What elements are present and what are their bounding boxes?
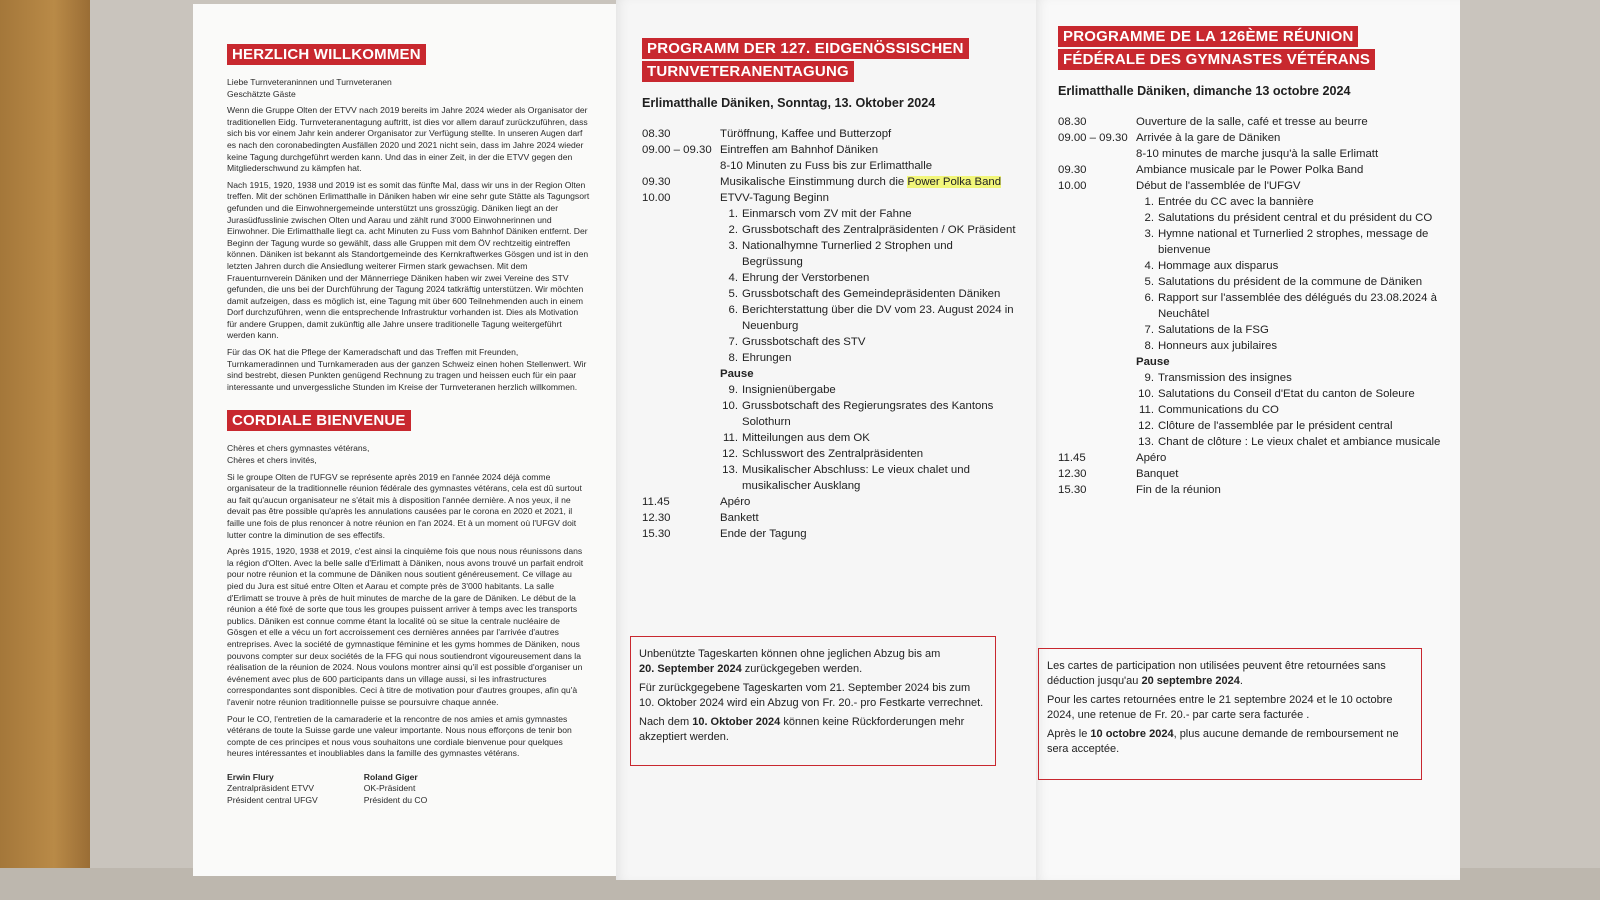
program-heading-line-2: TURNVETERANENTAGUNG <box>642 61 854 82</box>
schedule-row <box>1058 482 1448 498</box>
notice-date: 10 octobre 2024 <box>1090 728 1174 740</box>
agenda-item-number: 2. <box>728 224 738 236</box>
agenda-item <box>642 206 1016 222</box>
agenda-item-number: 10. <box>722 400 738 412</box>
agenda-item <box>642 446 1016 462</box>
welcome-paragraph-de: Nach 1915, 1920, 1938 und 2019 ist es somit das fünfte Mal, dass wir uns in der Region Olten treffen. Mit der schönen Erlimatthalle in Däniken haben wir eine sehr gute Stätte als Tagungsort gefunden und die Einwohnergemeinde unterstützt uns grosszügig. Däniken liegt an der Jurasüdfusslinie zwischen Olten und Aarau und zählt rund 3'000 Einwohnerinnen und Einwohner. Die Erlimatthalle liegt ca. acht Minuten zu Fuss vom Bahnhof Däniken entfernt. Der Beginn der Tagung wurde so gewählt, dass alle Gruppen mit dem ÖV rechtzeitig eintreffen können. Däniken ist bekannt als Standortgemeinde des Kernkraftwerkes Gösgen und ist in den letzten Jahren durch die Ansiedlung weiterer Firmen stark gewachsen. Mit dem Frauenturnverein Däniken und der Männerriege Däniken haben wir zwei Vereine des STV gefunden, die uns bei der Durchführung der Tagung 2024 tatkräftig unterstützen. Wir möchten damit aufzeigen, dass es möglich ist, eine Tagung mit über 600 Teilnehmenden auch in einem Dorf durchzuführen, wenn die entsprechende Infrastruktur vorhanden ist. Dies als Motivation für andere Gruppen, damit zukünftig alle Jahre unsere traditionelle Tagung weitergeführt werden kann. <box>227 179 590 341</box>
agenda-item <box>1058 226 1448 258</box>
schedule-time: 11.45 <box>1058 452 1086 464</box>
refund-notice-de <box>630 636 996 766</box>
agenda-item-number: 4. <box>728 272 738 284</box>
agenda-item-number: 1. <box>1144 196 1154 208</box>
signature-role-fr: Président du CO <box>363 795 428 806</box>
schedule-row <box>1058 130 1448 146</box>
pause-label: Pause <box>720 368 754 380</box>
schedule-note-text: 8-10 Minuten zu Fuss bis zur Erlimatthalle <box>720 160 933 172</box>
agenda-item <box>1058 370 1448 386</box>
program-panel-fr <box>1036 0 1460 880</box>
notice-text: Après le <box>1047 728 1091 740</box>
salutation-fr <box>227 443 590 466</box>
agenda-item <box>642 238 1016 270</box>
agenda-item-text: Salutations du président de la commune de Däniken <box>1158 276 1423 288</box>
schedule-row <box>642 126 1016 142</box>
notice-line-3 <box>1047 727 1413 757</box>
agenda-item-text: Schlusswort des Zentralpräsidenten <box>742 448 924 460</box>
schedule-row <box>642 142 1016 158</box>
agenda-item-number: 6. <box>1144 292 1154 304</box>
schedule-time: 09.30 <box>642 176 671 188</box>
salutation-fr-line-1: Chères et chers gymnastes vétérans, <box>227 443 370 454</box>
agenda-item-number: 10. <box>1138 388 1154 400</box>
agenda-item <box>642 382 1016 398</box>
agenda-item-number: 13. <box>722 464 738 476</box>
agenda-item <box>1058 290 1448 322</box>
schedule-row <box>1058 114 1448 130</box>
schedule-desc: Eintreffen am Bahnhof Däniken <box>720 144 879 156</box>
schedule-desc: Ende der Tagung <box>720 528 807 540</box>
schedule-desc: Banquet <box>1136 468 1179 480</box>
agenda-item-number: 12. <box>722 448 738 460</box>
agenda-item-text: Insignienübergabe <box>742 384 836 396</box>
schedule-row <box>642 510 1016 526</box>
agenda-item <box>642 398 1016 430</box>
agenda-item <box>1058 194 1448 210</box>
notice-line-2: Für zurückgegebene Tageskarten vom 21. September 2024 bis zum 10. Oktober 2024 wird ein Abzug von Fr. 20.- pro Festkarte verrechnet. <box>639 682 984 709</box>
agenda-item-number: 9. <box>728 384 738 396</box>
schedule-desc-text: Musikalische Einstimmung durch die <box>720 176 908 188</box>
agenda-item <box>642 302 1016 334</box>
agenda-item <box>1058 274 1448 290</box>
schedule-desc <box>720 174 1016 190</box>
agenda-item-text: Entrée du CC avec la bannière <box>1158 196 1314 208</box>
agenda-item-number: 5. <box>1144 276 1154 288</box>
schedule-time: 12.30 <box>642 512 671 524</box>
notice-text: Les cartes de participation non utilisées peuvent être retournées sans déduction jusqu'au <box>1047 660 1386 687</box>
agenda-item-text: Salutations de la FSG <box>1158 324 1269 336</box>
welcome-heading-fr: CORDIALE BIENVENUE <box>227 410 411 431</box>
agenda-item-text: Clôture de l'assemblée par le président central <box>1158 420 1393 432</box>
agenda-item <box>642 350 1016 366</box>
agenda-item-number: 11. <box>1139 404 1154 416</box>
agenda-item-number: 8. <box>1144 340 1154 352</box>
schedule-desc: Bankett <box>720 512 759 524</box>
welcome-paragraph-de: Für das OK hat die Pflege der Kameradschaft und das Treffen mit Freunden, Turnkameradinnen und Turnkameraden aus der ganzen Schweiz einen hohen Stellenwert. Wir sind bestrebt, diesen Punkten genügend Rechnung zu tragen und heissen euch für ein paar interessante und unvergessliche Stunden im Kreise der Turnveteranen herzlich willkommen. <box>227 347 587 392</box>
program-heading-de <box>642 38 1016 82</box>
signature-role-de: OK-Präsident <box>363 783 416 794</box>
signature-giger <box>364 772 428 807</box>
program-heading-line-1: PROGRAMM DER 127. EIDGENÖSSISCHEN <box>642 38 969 59</box>
agenda-item-number: 7. <box>728 336 738 348</box>
refund-notice-fr <box>1038 648 1422 780</box>
agenda-item <box>1058 402 1448 418</box>
salutation-de <box>227 77 590 100</box>
schedule-row <box>1058 162 1448 178</box>
notice-text: , plus aucune demande de remboursement ne sera acceptée. <box>1047 728 1399 755</box>
agenda-item-text: Grussbotschaft des STV <box>742 336 866 348</box>
agenda-item-number: 5. <box>728 288 738 300</box>
agenda-item-text: Transmission des insignes <box>1158 372 1292 384</box>
schedule-time: 10.00 <box>642 192 671 204</box>
notice-line-1 <box>1047 659 1413 689</box>
signatures <box>227 772 590 807</box>
agenda-item <box>642 462 1016 494</box>
schedule-row <box>642 174 1016 190</box>
program-panel-de <box>616 0 1036 880</box>
notice-date: 10. Oktober 2024 <box>692 716 781 728</box>
agenda-item-text: Mitteilungen aus dem OK <box>742 432 870 444</box>
agenda-item-text: Chant de clôture : Le vieux chalet et ambiance musicale <box>1158 436 1441 448</box>
schedule-row <box>1058 450 1448 466</box>
pause-label: Pause <box>1136 356 1170 368</box>
agenda-item-text: Salutations du Conseil d'Etat du canton de Soleure <box>1158 388 1415 400</box>
agenda-item-text: Hymne national et Turnerlied 2 strophes, message de bienvenue <box>1158 228 1429 256</box>
agenda-item <box>1058 386 1448 402</box>
agenda-item-text: Einmarsch vom ZV mit der Fahne <box>742 208 912 220</box>
schedule-desc: Türöffnung, Kaffee und Butterzopf <box>720 128 892 140</box>
agenda-item-number: 8. <box>728 352 738 364</box>
salutation-fr-line-2: Chères et chers invités, <box>227 455 317 466</box>
salutation-de-line-1: Liebe Turnveteraninnen und Turnveteranen <box>227 77 392 87</box>
notice-date: 20. September 2024 <box>639 663 742 675</box>
agenda-item-text: Nationalhymne Turnerlied 2 Strophen und Begrüssung <box>742 240 953 268</box>
program-heading-fr <box>1058 26 1448 70</box>
agenda-item <box>1058 322 1448 338</box>
schedule-time: 15.30 <box>1058 484 1087 496</box>
schedule-time: 09.00 – 09.30 <box>642 144 712 156</box>
agenda-item-text: Rapport sur l'assemblée des délégués du 23.08.2024 à Neuchâtel <box>1158 292 1437 320</box>
schedule-row <box>642 494 1016 510</box>
schedule-row <box>1058 178 1448 194</box>
table-surface <box>0 0 90 900</box>
agenda-item-text: Musikalischer Abschluss: Le vieux chalet und musikalischer Ausklang <box>742 464 970 492</box>
schedule-row <box>642 190 1016 206</box>
notice-text: . <box>1239 675 1243 687</box>
agenda-item-text: Grussbotschaft des Gemeindepräsidenten Däniken <box>742 288 1001 300</box>
agenda-item <box>1058 434 1448 450</box>
agenda-item-number: 11. <box>723 432 738 444</box>
agenda-item-text: Hommage aux disparus <box>1158 260 1279 272</box>
agenda-item <box>642 430 1016 446</box>
agenda-item <box>1058 258 1448 274</box>
agenda-item <box>642 286 1016 302</box>
notice-date: 20 septembre 2024 <box>1141 675 1240 687</box>
schedule-desc: Apéro <box>720 496 751 508</box>
notice-line-1 <box>639 647 987 677</box>
schedule-time: 08.30 <box>1058 116 1087 128</box>
welcome-paragraph-fr: Pour le CO, l'entretien de la camaraderie et la rencontre de nos amies et amis gymnastes vétérans de toute la Suisse garde une valeur importante. Nous nous efforçons de tenir bon compte de ces principes et nous vous souhaitons une cordiale bienvenue pour quelques heures intéressantes et inoubliables dans la famille des gymnastes vétérans. <box>227 713 572 759</box>
schedule-desc: ETVV-Tagung Beginn <box>720 192 829 204</box>
salutation-de-line-2: Geschätzte Gäste <box>227 88 296 99</box>
venue-date-de: Erlimatthalle Däniken, Sonntag, 13. Oktober 2024 <box>642 96 936 110</box>
schedule-row <box>642 526 1016 542</box>
schedule-desc: Fin de la réunion <box>1136 484 1221 496</box>
agenda-item-number: 9. <box>1144 372 1154 384</box>
signature-role-fr: Président central UFGV <box>227 795 318 806</box>
agenda-item <box>642 270 1016 286</box>
welcome-paragraph-fr: Si le groupe Olten de l'UFGV se représente après 2019 en l'année 2024 déjà comme organisateur de la traditionnelle réunion fédérale des gymnastes vétérans, cela est dû surtout au fait qu'aucun organisateur ne s'était mis à disposition l'année dernière. A nos yeux, il ne devait pas être possible qu'après les annulations causées par le corona en 2020 et 2021, il faille une fois de plus renoncer à notre réunion en l'an 2024. Et à un moment où l'UFGV doit lutter contre la diminution de ses effectifs. <box>227 471 582 540</box>
venue-date-fr: Erlimatthalle Däniken, dimanche 13 octobre 2024 <box>1058 84 1351 98</box>
agenda-item <box>1058 210 1448 226</box>
agenda-item <box>1058 418 1448 434</box>
schedule-time: 09.30 <box>1058 164 1087 176</box>
schedule-time: 09.00 – 09.30 <box>1058 132 1128 144</box>
agenda-item-text: Communications du CO <box>1158 404 1279 416</box>
agenda-item-text: Ehrungen <box>742 352 792 364</box>
schedule-row <box>1058 466 1448 482</box>
signature-name: Roland Giger <box>363 771 418 782</box>
schedule-note <box>1058 146 1448 162</box>
schedule-note-text: 8-10 minutes de marche jusqu'à la salle Erlimatt <box>1136 148 1379 160</box>
agenda-item-number: 6. <box>728 304 738 316</box>
agenda-item-text: Honneurs aux jubilaires <box>1158 340 1278 352</box>
agenda-item-text: Berichterstattung über die DV vom 23. August 2024 in Neuenburg <box>742 304 1014 332</box>
schedule-time: 11.45 <box>642 496 670 508</box>
highlighted-band-name: Power Polka Band <box>907 176 1002 188</box>
notice-text: Nach dem <box>639 716 693 728</box>
signature-role-de: Zentralpräsident ETVV <box>227 783 314 794</box>
schedule-desc: Apéro <box>1136 452 1167 464</box>
agenda-item-text: Grussbotschaft des Zentralpräsidenten / OK Präsident <box>742 224 1016 236</box>
agenda-item-text: Grussbotschaft des Regierungsrates des Kantons Solothurn <box>742 400 994 428</box>
schedule-time: 08.30 <box>642 128 671 140</box>
agenda-item-number: 3. <box>1144 228 1154 240</box>
signature-flury <box>227 772 318 807</box>
notice-text: können keine Rückforderungen mehr akzeptiert werden. <box>639 716 965 743</box>
agenda-item-number: 2. <box>1144 212 1154 224</box>
schedule-time: 12.30 <box>1058 468 1087 480</box>
schedule-time: 10.00 <box>1058 180 1087 192</box>
notice-line-2: Pour les cartes retournées entre le 21 septembre 2024 et le 10 octobre 2024, une retenue de Fr. 20.- par carte sera facturée . <box>1047 694 1393 721</box>
agenda-item-number: 13. <box>1138 436 1154 448</box>
schedule-note <box>642 158 1016 174</box>
welcome-paragraph-fr: Après 1915, 1920, 1938 et 2019, c'est ainsi la cinquième fois que nous nous réunissons dans la région d'Olten. Avec la belle salle d'Erlimatt à Däniken, nous avons trouvé un parfait endroit pour notre réunion et la commune de Däniken nous soutient généreusement. Ce village au pied du Jura est situé entre Olten et Aarau et compte près de 3'000 habitants. La salle d'Erlimatt se trouve à près de huit minutes de marche de la gare de Däniken. Le début de la réunion a été fixé de sorte que tous les groupes puissent arriver à temps avec les transports publics. Däniken est connue comme étant la localité où se situe la centrale nucléaire de Gösgen et elle a vécu un fort accroissement ces dernières années par l'arrivée d'autres entreprises. Avec la société de gymnastique féminine et les gyms hommes de Däniken, nous pouvons compter sur deux sociétés de la FFG qui nous soutiendront vigoureusement dans la réalisation de la réunion de 2024. Nous voulons montrer ainsi qu'il est possible d'organiser un événement avec plus de 600 participants dans un village aussi, si les infrastructures correspondantes sont disponibles. Ceci à titre de motivation pour d'autres groupes, afin qu'à l'avenir notre réunion traditionnelle puisse se poursuivre chaque année. <box>227 546 584 707</box>
schedule-desc: Ouverture de la salle, café et tresse au beurre <box>1136 116 1368 128</box>
agenda-item-number: 12. <box>1138 420 1154 432</box>
agenda-item-text: Ehrung der Verstorbenen <box>742 272 870 284</box>
agenda-item-number: 4. <box>1144 260 1154 272</box>
schedule-desc: Début de l'assemblée de l'UFGV <box>1136 180 1301 192</box>
notice-line-3 <box>639 715 987 745</box>
program-heading-line-1: PROGRAMME DE LA 126ÈME RÉUNION <box>1058 26 1358 47</box>
agenda-item-text: Salutations du président central et du président du CO <box>1158 212 1433 224</box>
program-heading-line-2: FÉDÉRALE DES GYMNASTES VÉTÉRANS <box>1058 49 1375 70</box>
schedule-desc: Ambiance musicale par le Power Polka Band <box>1136 164 1364 176</box>
agenda-item-number: 1. <box>728 208 738 220</box>
schedule-time: 15.30 <box>642 528 671 540</box>
agenda-item-number: 3. <box>728 240 738 252</box>
welcome-heading-de: HERZLICH WILLKOMMEN <box>227 44 426 65</box>
agenda-item <box>642 334 1016 350</box>
agenda-item <box>642 222 1016 238</box>
agenda-item <box>1058 338 1448 354</box>
notice-text: Unbenützte Tageskarten können ohne jeglichen Abzug bis am <box>639 648 941 660</box>
signature-name: Erwin Flury <box>227 771 274 782</box>
welcome-paragraph-de: Wenn die Gruppe Olten der ETVV nach 2019 bereits im Jahre 2024 wieder als Organisator der traditionellen Eidg. Turnveteranentagung auftritt, ist dies vor allem darauf zurückzuführen, dass sich bis vor einem Jahr kein anderer Organisator zur Verfügung stellte. In unseren Augen darf es nach den coronabedingten Ausfällen 2020 und 2021 nicht sein, dass im Jahre 2024 wieder keine Tagung durchgeführt werden kann. Und das in einer Zeit, in der die ETVV gegen den Mitgliederschwund zu kämpfen hat. <box>227 105 588 174</box>
notice-text: zurückgegeben werden. <box>741 663 863 675</box>
agenda-item-number: 7. <box>1144 324 1154 336</box>
schedule-desc: Arrivée à la gare de Däniken <box>1136 132 1281 144</box>
welcome-panel <box>193 4 616 876</box>
